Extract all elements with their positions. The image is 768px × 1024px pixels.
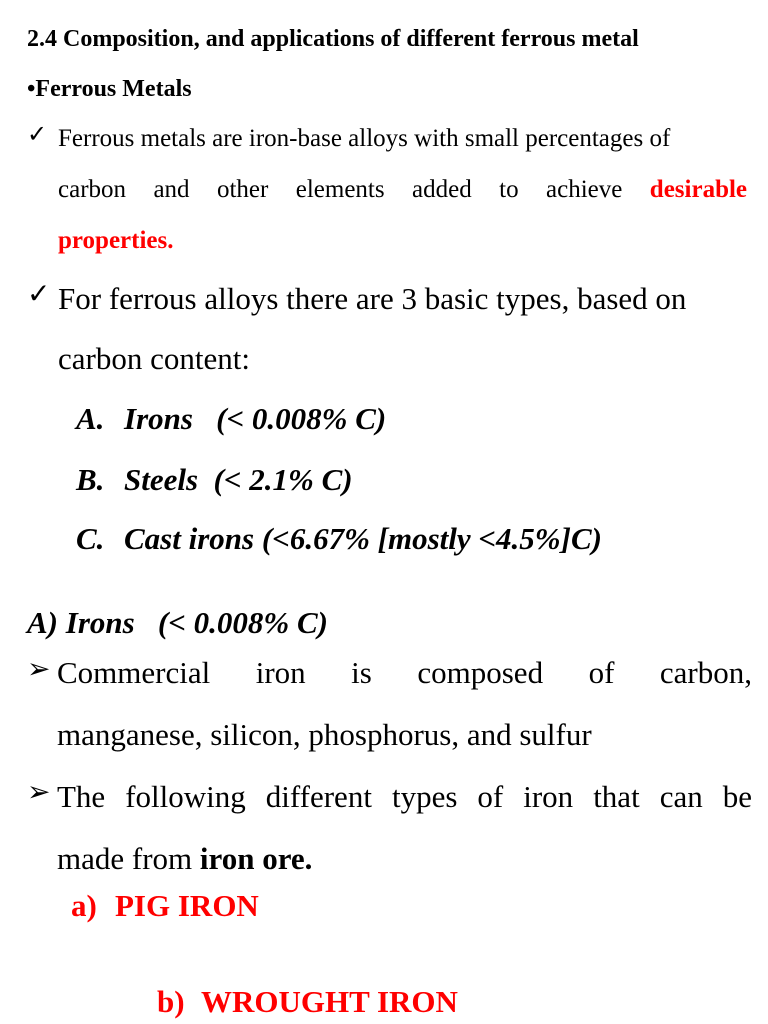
bullet2-line2: carbon content:: [58, 341, 250, 376]
point1-line1: Commercial iron is composed of carbon,: [57, 655, 752, 690]
arrow-bullet-icon: ➢: [27, 777, 51, 808]
point1-line2: manganese, silicon, phosphorus, and sulfur: [57, 717, 592, 752]
section-subheading: •Ferrous Metals: [27, 76, 192, 102]
bullet1-line1: Ferrous metals are iron-base alloys with small percentages of: [58, 125, 671, 152]
type-item-irons: [76, 401, 386, 437]
highlight-properties: properties.: [58, 227, 174, 254]
check-icon: ✓: [27, 122, 48, 148]
iron-type-wrought: [157, 984, 458, 1020]
bullet2-line1: For ferrous alloys there are 3 basic types, based on: [58, 281, 687, 316]
list-letter: C.: [76, 521, 105, 556]
iron-ore-emphasis: iron ore.: [199, 841, 313, 876]
list-letter: b): [157, 984, 185, 1019]
highlight-desirable: desirable: [649, 176, 748, 203]
point2-line2: [57, 841, 312, 877]
list-text: PIG IRON: [115, 888, 259, 923]
list-text: Irons (< 0.008% C): [124, 401, 387, 436]
type-item-cast-irons: [76, 521, 602, 557]
check-icon: ✓: [27, 279, 51, 310]
point2-line1: The following different types of iron that can be: [57, 779, 752, 814]
point2-line2-text: made from: [57, 841, 200, 876]
iron-type-pig: [71, 888, 259, 924]
list-text: Cast irons (<6.67% [mostly <4.5%]C): [124, 521, 602, 556]
list-letter: A.: [76, 401, 105, 436]
list-text: WROUGHT IRON: [201, 984, 458, 1019]
list-letter: B.: [76, 462, 105, 497]
arrow-bullet-icon: ➢: [27, 654, 51, 685]
list-letter: a): [71, 888, 97, 923]
section-title: A) Irons (< 0.008% C): [27, 605, 328, 640]
list-text: Steels (< 2.1% C): [124, 462, 353, 497]
bullet1-line2-text: carbon and other elements added to achieve: [58, 176, 623, 203]
type-item-steels: [76, 462, 353, 498]
bullet1-line2: [58, 176, 747, 204]
page-title: 2.4 Composition, and applications of different ferrous metal: [27, 26, 639, 52]
